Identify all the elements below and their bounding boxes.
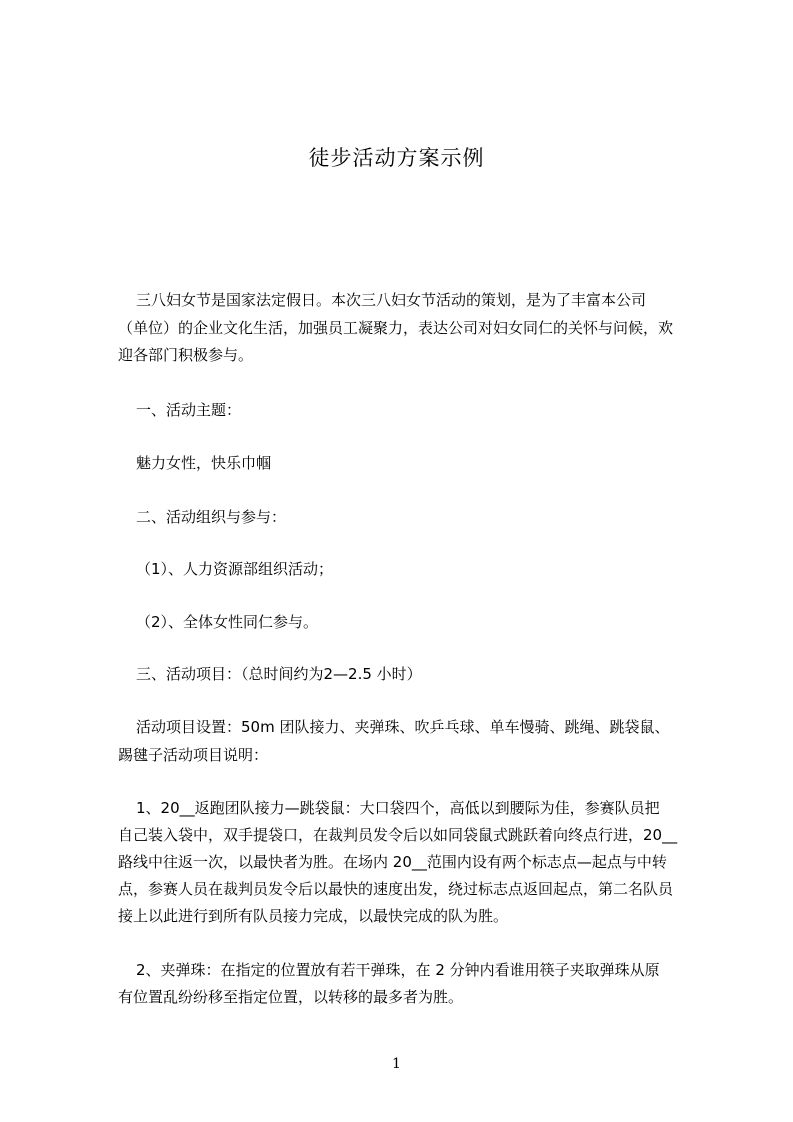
intro-line-1: 三八妇女节是国家法定假日。本次三八妇女节活动的策划，是为了丰富本公司: [136, 291, 647, 309]
setup-line-2: 踢毽子活动项目说明：: [118, 746, 269, 764]
intro-line-2: （单位）的企业文化生活，加强员工凝聚力，表达公司对妇女同仁的关怀与问候，欢: [118, 319, 674, 337]
item-2-line-1: 2、夹弹珠：在指定的位置放有若干弹珠，在 2 分钟内看谁用筷子夹取弹珠从原: [136, 961, 660, 979]
section-2-item-2: （2）、全体女性同仁参与。: [136, 613, 319, 631]
item-1-line-4: 点，参赛人员在裁判员发令后以最快的速度出发，绕过标志点返回起点，第二名队员: [118, 880, 674, 898]
item-1-line-2: 自己装入袋中，双手提袋口，在裁判员发令后以如同袋鼠式跳跃着向终点行进，20__: [118, 826, 678, 844]
section-3-heading: 三、活动项目：（总时间约为2—2.5 小时）: [136, 665, 422, 683]
section-2-item-1: （1）、人力资源部组织活动；: [136, 560, 334, 578]
item-2-line-2: 有位置乱纷纷移至指定位置，以转移的最多者为胜。: [118, 988, 464, 1006]
section-1-heading: 一、活动主题：: [136, 401, 242, 419]
section-1-content: 魅力女性，快乐巾帼: [136, 454, 272, 472]
intro-line-3: 迎各部门积极参与。: [118, 346, 254, 364]
item-1-line-5: 接上以此进行到所有队员接力完成，以最快完成的队为胜。: [118, 907, 509, 925]
section-2-heading: 二、活动组织与参与：: [136, 508, 287, 526]
document-title: 徒步活动方案示例: [308, 146, 485, 170]
page-number: 1: [392, 1056, 401, 1072]
setup-line-1: 活动项目设置：50m 团队接力、夹弹珠、吹乒乓球、单车慢骑、跳绳、跳袋鼠、: [136, 718, 670, 736]
item-1-line-3: 路线中往返一次，以最快者为胜。在场内 20__范围内设有两个标志点—起点与中转: [118, 853, 667, 871]
item-1-line-1: 1、20__返跑团队接力—跳袋鼠：大口袋四个，高低以到腰际为佳，参赛队员把: [136, 799, 660, 817]
